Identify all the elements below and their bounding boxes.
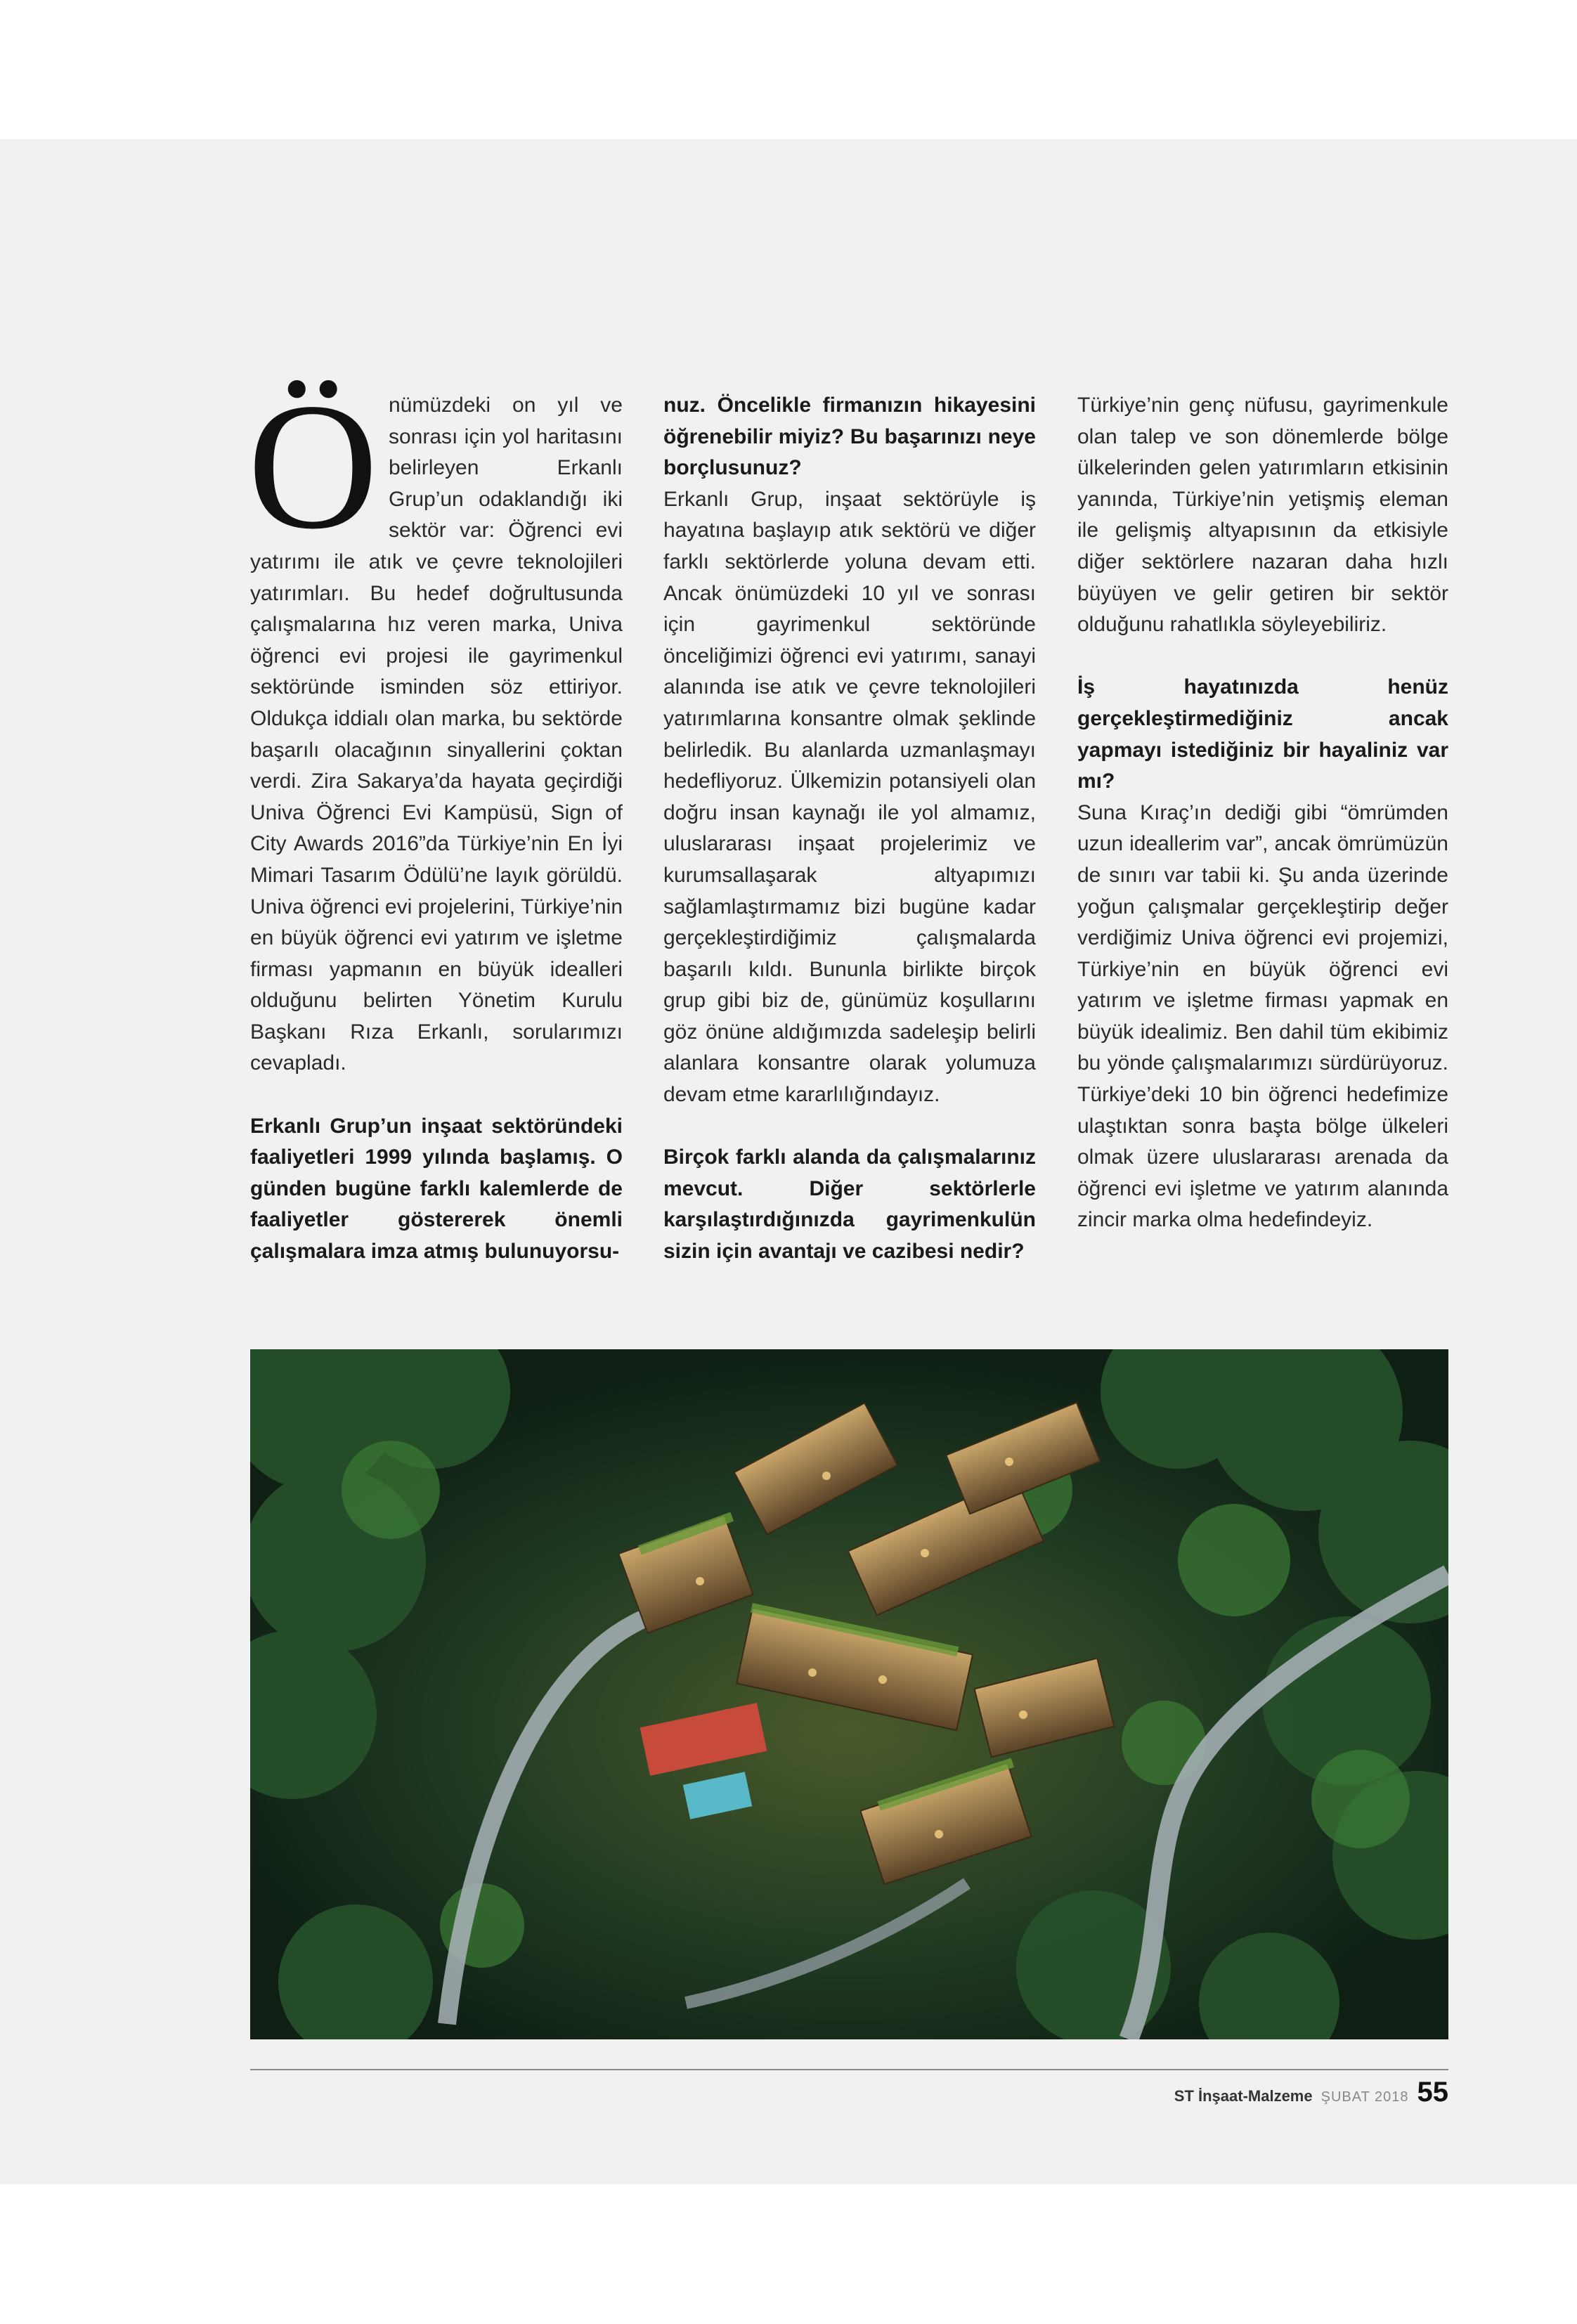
footer-divider — [250, 2069, 1448, 2070]
campus-rendering-illustration — [250, 1349, 1448, 2039]
interview-question-1-continued: nuz. Öncelikle firmanızın hikayesini öğrenebilir miyiz? Bu başarınızı neye borçlusunuz? — [663, 394, 1036, 480]
interview-answer-3: Suna Kıraç’ın dediği gibi “ömrümden uzun ideallerim var”, ancak ömrümüzün de sınırı var tabii ki. Şu anda üzerinde yoğun çalışmalar gerçekleştirip değer verdiğimiz Univa öğrenci evi projemizi, Türkiye’nin en büyük öğrenci evi yatırım ve işletme firması yapmak en büyük idealimiz. Ben dahil tüm ekibimiz bu yönde çalışmalarımızı sürdürüyoruz. Türkiye’deki 10 bin öğrenci hedefimize ulaştıktan sonra başta bölge ülkeleri olmak üzere uluslararası arenada da öğrenci evi işletme ve yatırım alanında zincir marka olma hedefindeyiz. — [1077, 800, 1448, 1232]
campus-aerial-photo — [250, 1349, 1448, 2039]
page-number: 55 — [1417, 2077, 1448, 2108]
drop-cap: Ö — [247, 365, 379, 566]
interview-answer-1: Erkanlı Grup, inşaat sektörüyle iş hayatına başlayıp atık sektörü ve diğer farklı sektörlerde yoluna devam etti. Ancak önümüzdeki 10 yıl ve sonrası için gayrimenkul sektöründe önceliğimizi öğrenci evi yatırımı, sanayi alanında ise atık ve çevre teknolojileri yatırımlarına konsantre olmak şeklinde belirledik. Bu alanlarda uzmanlaşmayı hedefliyoruz. Ülkemizin potansiyeli olan doğru insan kaynağı ile yol almamız, uluslararası inşaat projelerimiz ve kurumsallaşarak altyapımızı sağlamlaştırmamız bizi bugüne kadar gerçekleştirdiğimiz çalışmalarda başarılı kıldı. Bununla birlikte birçok grup gibi biz de, günümüz koşullarını göz önüne aldığımızda sadeleşip belirli alanlara konsantre olarak yolumuza devam etme kararlılığındayız. — [663, 487, 1036, 1107]
article-column-2 — [663, 390, 1036, 1268]
article-column-1 — [247, 365, 623, 1268]
interview-answer-2: Türkiye’nin genç nüfusu, gayrimenkule olan talep ve son dönemlerde bölge ülkelerinden gelen yatırımların etkisinin yanında, Türkiye’nin yetişmiş eleman ile gelişmiş altyapısının da etkisiyle diğer sektörlere nazaran daha hızlı büyüyen ve gelir getiren bir sektör olduğunu rahatlıkla söyleyebiliriz. — [1077, 394, 1448, 637]
magazine-name: ST İnşaat-Malzeme — [1174, 2087, 1313, 2105]
issue-date: ŞUBAT 2018 — [1320, 2089, 1409, 2105]
interview-question-3: İş hayatınızda henüz gerçekleştirmediğiniz ancak yapmayı istediğiniz bir hayaliniz var mı? — [1077, 675, 1448, 793]
page-footer — [1174, 2077, 1448, 2112]
article-column-3 — [1077, 390, 1448, 1236]
interview-question-1: Erkanlı Grup’un inşaat sektöründeki faaliyetleri 1999 yılında başlamış. O günden bugüne farklı kalemlerde de faaliyetler göstererek önemli çalışmalara imza atmış bulunuyorsu- — [250, 1114, 623, 1264]
interview-question-2: Birçok farklı alanda da çalışmalarınız mevcut. Diğer sektörlerle karşılaştırdığınızda gayrimenkulün sizin için avantajı ve cazibesi nedir? — [663, 1145, 1036, 1264]
intro-paragraph: nümüzdeki on yıl ve sonrası için yol haritasını belirleyen Erkanlı Grup’un odaklandığı iki sektör var: Öğrenci evi yatırımı ile atık ve çevre teknolojileri yatırımları. Bu hedef doğrultusunda çalışmalarına hız veren marka, Univa öğrenci evi projesi ile gayrimenkul sektöründe isminden söz ettiriyor. Oldukça iddialı olan marka, bu sektörde başarılı olacağının sinyallerini çoktan verdi. Zira Sakarya’da hayata geçirdiği Univa Öğrenci Evi Kampüsü, Sign of City Awards 2016”da Türkiye’nin En İyi Mimari Tasarım Ödülü’ne layık görüldü. Univa öğrenci evi projelerini, Türkiye’nin en büyük öğrenci evi yatırım ve işletme firması yapmanın en büyük idealleri olduğunu belirten Yönetim Kurulu Başkanı Rıza Erkanlı, sorularımızı cevapladı. — [250, 394, 623, 1075]
